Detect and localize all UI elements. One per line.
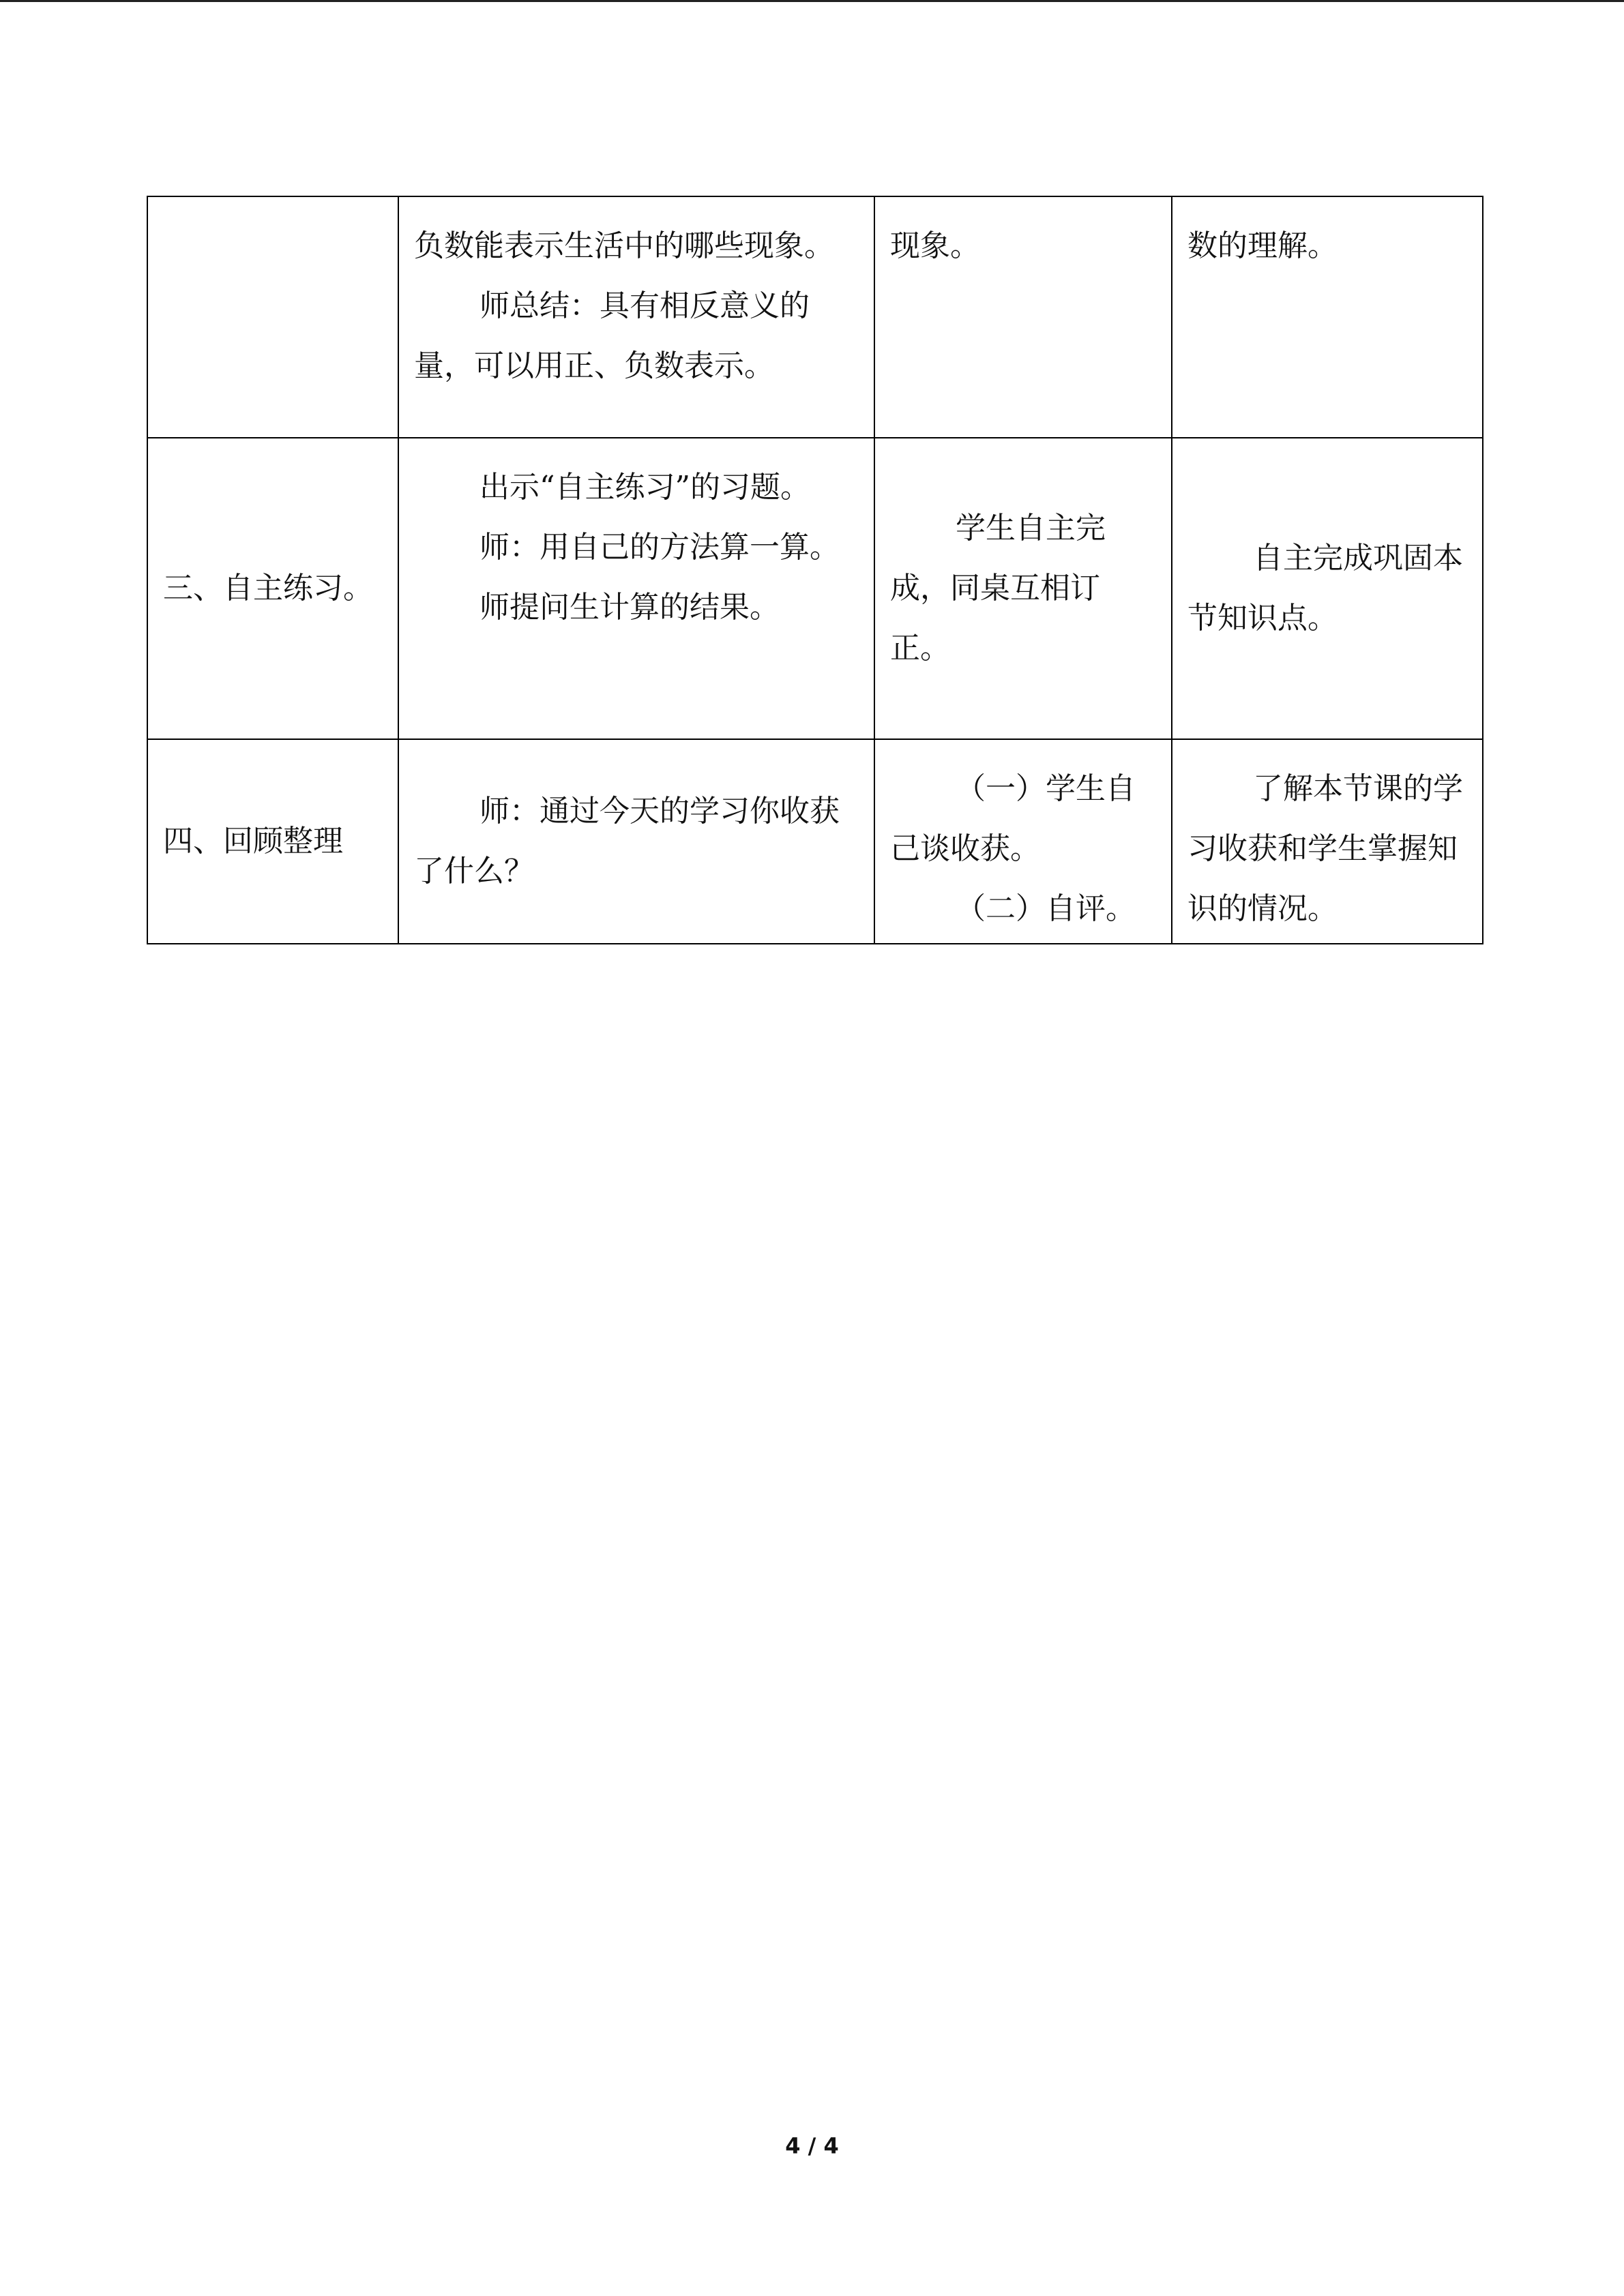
cell-paragraph: 师：用自己的方法算一算。 bbox=[479, 530, 840, 565]
stage-cell: 四、回顾整理 bbox=[147, 739, 398, 944]
lesson-plan-table bbox=[147, 196, 1483, 944]
cell-paragraph: 自主完成巩固本节知识点。 bbox=[1187, 541, 1463, 636]
teacher-activity-cell bbox=[398, 196, 874, 438]
cell-paragraph: 师总结：具有相反意义的量，可以用正、负数表示。 bbox=[414, 288, 810, 383]
design-intent-cell bbox=[1172, 438, 1483, 739]
cell-paragraph: 师：通过今天的学习你收获了什么？ bbox=[414, 794, 840, 889]
cell-paragraph: 现象。 bbox=[890, 228, 980, 263]
teacher-activity-cell bbox=[398, 739, 874, 944]
student-activity-cell bbox=[874, 438, 1172, 739]
student-activity-cell bbox=[874, 196, 1172, 438]
stage-cell: 三、自主练习。 bbox=[147, 438, 398, 739]
table-row bbox=[147, 438, 1483, 739]
student-activity-cell bbox=[874, 739, 1172, 944]
cell-paragraph: （二）自评。 bbox=[956, 891, 1136, 926]
cell-paragraph: 了解本节课的学习收获和学生掌握知识的情况。 bbox=[1187, 771, 1463, 926]
teacher-activity-cell bbox=[398, 438, 874, 739]
cell-paragraph: （一）学生自己谈收获。 bbox=[890, 771, 1136, 866]
stage-cell bbox=[147, 196, 398, 438]
page-top-border bbox=[0, 0, 1624, 2]
cell-paragraph: 出示“自主练习”的习题。 bbox=[479, 470, 810, 505]
cell-paragraph: 数的理解。 bbox=[1187, 228, 1338, 263]
cell-paragraph: 学生自主完成，同桌互相订正。 bbox=[890, 511, 1106, 666]
cell-paragraph: 负数能表示生活中的哪些现象。 bbox=[414, 228, 834, 263]
design-intent-cell bbox=[1172, 196, 1483, 438]
table-row bbox=[147, 196, 1483, 438]
cell-paragraph: 师提问生计算的结果。 bbox=[479, 590, 780, 625]
design-intent-cell bbox=[1172, 739, 1483, 944]
page-number: 4 / 4 bbox=[785, 2133, 839, 2159]
table-row bbox=[147, 739, 1483, 944]
